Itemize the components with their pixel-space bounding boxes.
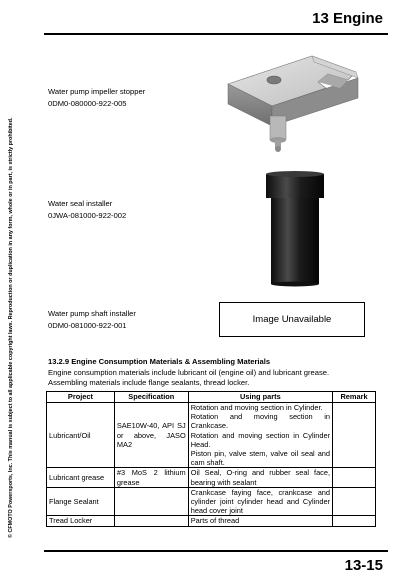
cell-specification bbox=[114, 516, 188, 526]
table-row bbox=[47, 468, 376, 487]
header-divider bbox=[44, 33, 388, 35]
part-line: Rotation and moving section in Cylinder. bbox=[190, 403, 323, 412]
tool-part-number: 0DM0-081000-922-001 bbox=[48, 320, 127, 330]
footer-divider bbox=[44, 550, 388, 552]
cell-project: Lubricant grease bbox=[47, 468, 115, 487]
cell-specification: SAE10W-40, API SJ or above, JASO MA2 bbox=[114, 403, 188, 468]
cell-specification bbox=[114, 487, 188, 516]
tool-water-seal-installer bbox=[48, 198, 126, 221]
part-line: Crankcase faying face, crankcase and cylinder joint cylinder head and Cylinder head cover joint bbox=[190, 487, 331, 516]
part-line: Rotation and moving section in Cylinder Head. bbox=[190, 430, 331, 449]
cell-using-parts bbox=[188, 487, 332, 516]
cell-project: Lubricant/Oil bbox=[47, 403, 115, 468]
copyright-notice: © CFMOTO Powersports, Inc. This manual is subject to all applicable copyright laws. Reproduction or duplication in any form, whole or in part, is strictly prohibited. bbox=[8, 117, 14, 538]
water-seal-installer-image bbox=[262, 170, 328, 288]
part-line: Oil Seal, O-ring and rubber seal face, bearing with sealant bbox=[190, 468, 331, 487]
cell-remark bbox=[333, 403, 376, 468]
cell-using-parts bbox=[188, 516, 332, 526]
cell-using-parts bbox=[188, 403, 332, 468]
header-project: Project bbox=[47, 392, 115, 403]
cell-project: Flange Sealant bbox=[47, 487, 115, 516]
part-line: Parts of thread bbox=[190, 516, 240, 526]
tool-part-number: 0DM0-080000-922-005 bbox=[48, 98, 127, 108]
tool-name: Water pump impeller stopper bbox=[48, 87, 146, 96]
table-row bbox=[47, 487, 376, 516]
tool-shaft-installer bbox=[48, 308, 136, 331]
chapter-title: 13 Engine bbox=[312, 10, 383, 27]
table-header-row bbox=[47, 392, 376, 403]
table-row bbox=[47, 403, 376, 468]
cell-remark bbox=[333, 468, 376, 487]
header-specification: Specification bbox=[114, 392, 188, 403]
impeller-stopper-image bbox=[208, 42, 374, 160]
part-line: Piston pin, valve stem, valve oil seal and cam shaft. bbox=[190, 449, 331, 468]
section-text-line: Engine consumption materials include lubricant oil (engine oil) and lubricant grease. bbox=[48, 368, 330, 377]
cell-specification: #3 MoS 2 lithium grease bbox=[114, 468, 188, 487]
section-body bbox=[48, 368, 376, 388]
page-number: 13-15 bbox=[344, 557, 383, 574]
image-unavailable-placeholder: Image Unavailable bbox=[219, 302, 365, 337]
cell-remark bbox=[333, 487, 376, 516]
tool-name: Water seal installer bbox=[48, 199, 113, 208]
table-row bbox=[47, 516, 376, 526]
cell-using-parts bbox=[188, 468, 332, 487]
header-remark: Remark bbox=[333, 392, 376, 403]
part-line: Rotation and moving section in Crankcase. bbox=[190, 412, 331, 431]
tool-part-number: 0JWA-081000-922-002 bbox=[48, 210, 127, 220]
tool-name: Water pump shaft installer bbox=[48, 309, 136, 318]
section-text-line: Assembling materials include flange sealants, thread locker. bbox=[48, 378, 250, 387]
cell-remark bbox=[333, 516, 376, 526]
materials-table bbox=[46, 391, 376, 527]
tool-impeller-stopper bbox=[48, 86, 145, 109]
header-using-parts: Using parts bbox=[188, 392, 332, 403]
cell-project: Tread Locker bbox=[47, 516, 115, 526]
section-heading: 13.2.9 Engine Consumption Materials & Assembling Materials bbox=[48, 357, 271, 366]
